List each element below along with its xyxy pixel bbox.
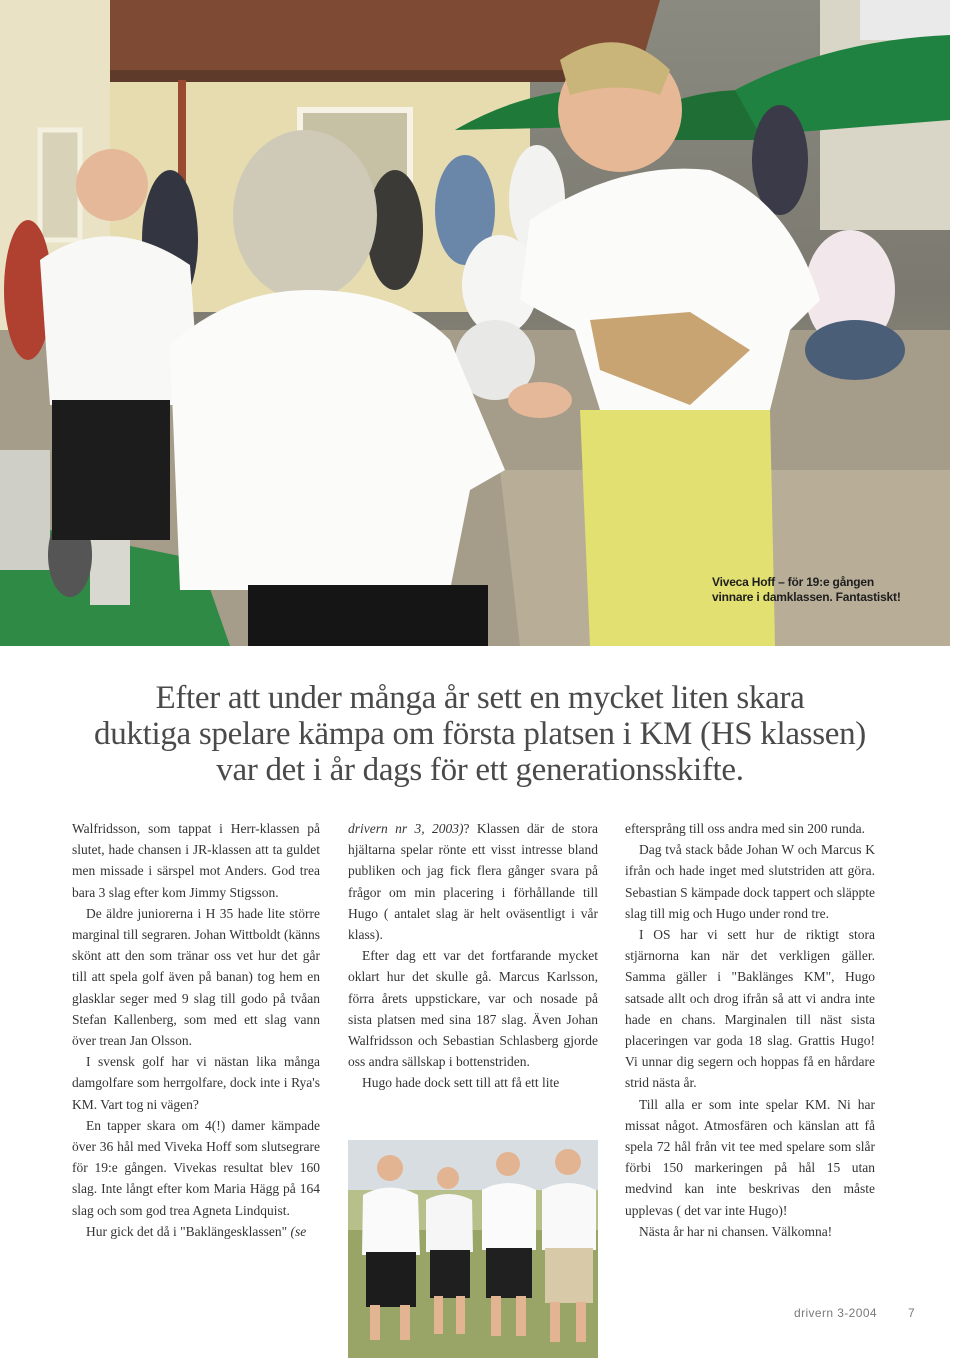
article-headline [60,680,900,788]
paragraph-text: ? Klassen där de stora hjältarna spelar rönte ett visst intresse bland publiken och jag fick flera gånger svara på frågor om min placering i förhållande till Hugo ( antalet slag är helt oväsentligt i vår klass). [348,821,598,943]
headline-line-1: Efter att under många år sett en mycket liten skara [155,680,805,716]
paragraph [72,1221,320,1242]
paragraph-italic-text: drivern nr 3, 2003) [348,821,464,836]
magazine-issue: drivern 3-2004 [794,1306,877,1320]
headline-line-3: var det i år dags för ett generationsskifte. [216,752,744,788]
paragraph: Walfridsson, som tappat i Herr-klassen på slutet, hade chansen i JR-klassen att ta guldet men missade i särspel mot Anders. God trea bara 3 slag efter kom Jimmy Stigsson. [72,821,320,900]
paragraph [348,818,598,945]
paragraph: En tapper skara om 4(!) damer kämpade över 36 hål med Viveka Hoff som slutsegrare för 19:e gången. Vivekas resultat blev 160 slag. Inte långt efter kom Maria Hägg på 164 slag och som god trea Agneta Lindquist. [72,1117,320,1218]
paragraph: Till alla er som inte spelar KM. Ni har missat något. Atmosfären och känslan att få spela 72 hål från vit tee med spelare som slår förbi 150 markeringen på hål 15 utan medvind kan inte beskrivas den måste upplevas ( det var inte Hugo)! [625,1096,875,1218]
paragraph-text: Hur gick det då i "Baklängesklassen" [86,1223,291,1239]
article-column-1 [72,818,320,1242]
hero-photo-illustration [0,0,950,646]
hero-photo [0,0,950,646]
headline-line-2: duktiga spelare kämpa om första platsen i KM (HS klassen) [94,716,866,752]
group-photo [348,1140,598,1358]
photo-caption: Viveca Hoff – för 19:e gången vinnare i damklassen. Fantastiskt! [712,575,901,604]
paragraph: De äldre juniorerna i H 35 hade lite större marginal till segraren. Johan Wittboldt (känns skönt att den som tränar oss vet hur det går till att spela golf även på banan) tog hem en glasklar seger med 9 slag till godo på tvåan Stefan Kallenberg, som med ett slag vann över trean Jan Olsson. [72,905,320,1049]
paragraph: Dag två stack både Johan W och Marcus K ifrån och hade inget med slutstriden att göra. Sebastian S kämpade dock tappert och släppte slag till mig och Hugo under rond tre. [625,842,875,921]
article-column-3 [625,818,875,1242]
paragraph-italic-text: (se [290,1223,307,1239]
group-photo-illustration [348,1140,598,1358]
page-number: 7 [908,1306,915,1320]
article-column-2 [348,818,598,1094]
paragraph: Efter dag ett var det fortfarande mycket oklart hur det skulle gå. Marcus Karlsson, förra årets uppstickare, var och nosade på sista platsen med sina 187 slag. Även Johan Walfridsson och Sebastian Schlasberg gjorde oss andra sällskap i bottenstriden. [348,948,598,1070]
paragraph: I svensk golf har vi nästan lika många damgolfare som herrgolfare, dock inte i Rya's KM. Vart tog ni vägen? [72,1054,320,1112]
paragraph: eftersprång till oss andra med sin 200 runda. [625,821,865,836]
paragraph: Hugo hade dock sett till att få ett lite [362,1075,560,1091]
paragraph: Nästa år har ni chansen. Välkomna! [639,1223,833,1239]
paragraph: I OS har vi sett hur de riktigt stora stjärnorna kan när det verkligen gäller. Samma gäller i "Baklänges KM", Hugo satsade allt och drog ifrån så att vi andra inte hade en chans. Marginalen till näst sista placeringen var goda 18 slag. Grattis Hugo! Vi unnar dig segern och hoppas få en hårdare strid nästa år. [625,927,875,1091]
